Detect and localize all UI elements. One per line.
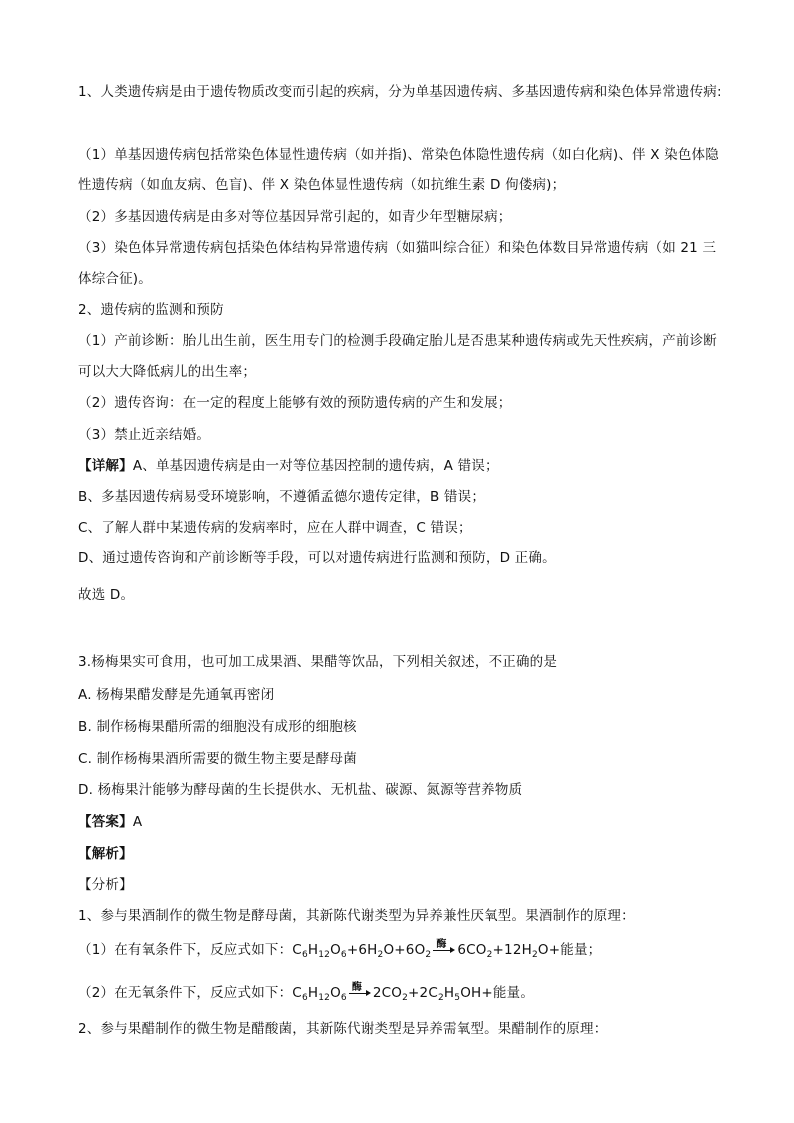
para-1: 1、人类遗传病是由于遗传物质改变而引起的疾病，分为单基因遗传病、多基因遗传病和染色体异常遗传病: [78, 84, 722, 100]
enzyme-arrow-icon: 酶 [433, 941, 455, 955]
reaction-aerobic-label: （1）在有氧条件下，反应式如下： [78, 942, 293, 958]
answer-tag: 【答案】 [78, 814, 133, 830]
wine-principle: 1、参与果酒制作的微生物是酵母菌，其新陈代谢类型为异养兼性厌氧型。果酒制作的原理： [78, 908, 635, 924]
option-c: C. 制作杨梅果酒所需要的微生物主要是酵母菌 [78, 751, 357, 767]
para-2-1-cont: 可以大大降低病儿的出生率； [78, 364, 257, 380]
enzyme-arrow-icon: 酶 [349, 984, 371, 998]
analysis-heading: 【解析】 [78, 846, 133, 862]
detail-tag: 【详解】 [78, 458, 133, 474]
detail-c: C、了解人群中某遗传病的发病率时，应在人群中调查，C 错误； [78, 520, 472, 536]
reaction-anaerobic: （2）在无氧条件下，反应式如下：$C_6H_{12}O_6$ 酶 $2CO_2+2C_2H_5OH+$能量。 [78, 982, 535, 1003]
reaction-anaerobic-products: $2CO_2+2C_2H_5OH$ [372, 985, 482, 1003]
option-a: A. 杨梅果醋发酵是先通氧再密闭 [78, 687, 275, 703]
conclusion: 故选 D。 [78, 587, 135, 603]
para-2-2: （2）遗传咨询：在一定的程度上能够有效的预防遗传病的产生和发展； [78, 395, 512, 411]
detail-b: B、多基因遗传病易受环境影响，不遵循孟德尔遗传定律，B 错误； [78, 489, 486, 505]
reaction-anaerobic-reactants: $C_6H_{12}O_6$ [292, 985, 347, 1003]
reaction-aerobic-reactants: $C_6H_{12}O_6+6H_2O+6O_2$ [292, 942, 432, 960]
para-2-3: （3）禁止近亲结婚。 [78, 427, 211, 443]
reaction-aerobic-products: $6CO_2+12H_2O$ [457, 942, 549, 960]
question-3: 3.杨梅果实可食用，也可加工成果酒、果醋等饮品，下列相关叙述，不正确的是 [78, 654, 558, 670]
option-b: B. 制作杨梅果醋所需的细胞没有成形的细胞核 [78, 719, 357, 735]
para-2-1: （1）产前诊断：胎儿出生前，医生用专门的检测手段确定胎儿是否患某种遗传病或先天性疾病，产前诊断 [78, 333, 717, 349]
para-2: 2、遗传病的监测和预防 [78, 302, 224, 318]
para-1-1-cont: 性遗传病（如血友病、色盲)、伴 X 染色体显性遗传病（如抗维生素 D 佝偻病)； [78, 177, 566, 193]
para-1-2: （2）多基因遗传病是由多对等位基因异常引起的，如青少年型糖尿病； [78, 209, 512, 225]
para-1-3-cont: 体综合征)。 [78, 271, 152, 287]
detail-d: D、通过遗传咨询和产前诊断等手段，可以对遗传病进行监测和预防，D 正确。 [78, 550, 556, 566]
energy-text: +能量 [481, 985, 521, 1001]
reaction-aerobic: （1）在有氧条件下，反应式如下：$C_6H_{12}O_6+6H_2O+6O_2$ 酶 $6CO_2+12H_2O+$能量； [78, 939, 602, 960]
detail-a-text: A、单基因遗传病是由一对等位基因控制的遗传病，A 错误； [132, 458, 499, 474]
vinegar-principle: 2、参与果醋制作的微生物是醋酸菌，其新陈代谢类型是异养需氧型。果醋制作的原理： [78, 1021, 608, 1037]
para-1-3: （3）染色体异常遗传病包括染色体结构异常遗传病（如猫叫综合征）和染色体数目异常遗传病（如 21 三 [78, 240, 717, 256]
analysis-subheading: 【分析】 [78, 877, 133, 893]
detail-a [78, 456, 754, 476]
para-1-1: （1）单基因遗传病包括常染色体显性遗传病（如并指)、常染色体隐性遗传病（如白化病)、伴 X 染色体隐 [78, 147, 719, 163]
reaction-anaerobic-label: （2）在无氧条件下，反应式如下： [78, 985, 293, 1001]
energy-text: +能量 [548, 942, 588, 958]
option-d: D. 杨梅果汁能够为酵母菌的生长提供水、无机盐、碳源、氮源等营养物质 [78, 782, 523, 798]
answer-line [78, 812, 754, 832]
answer-value: A [132, 814, 143, 830]
